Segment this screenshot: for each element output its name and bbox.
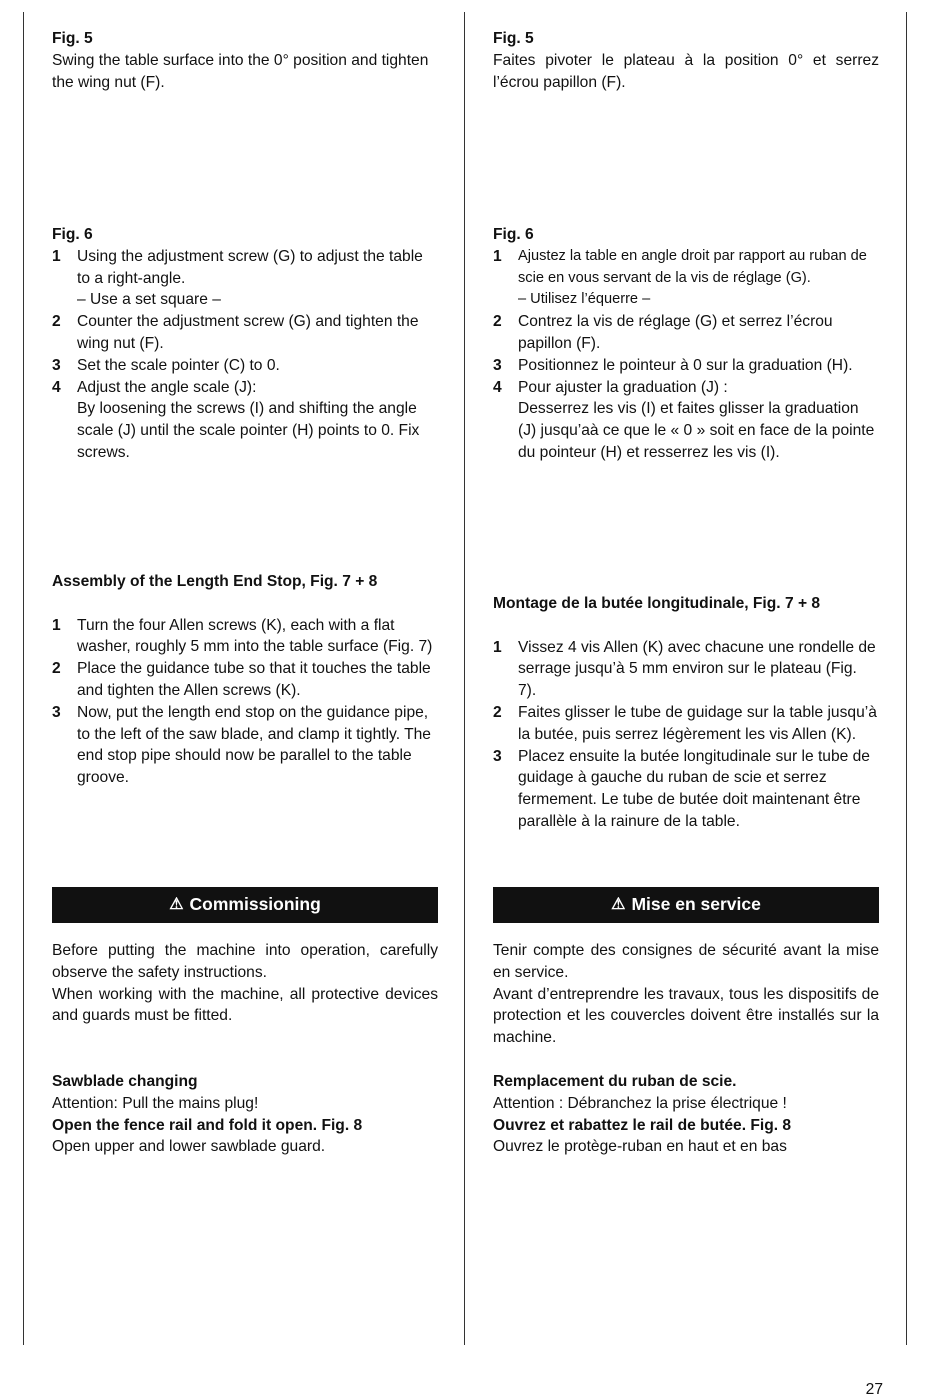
assembly-title: Montage de la butée longitudinale, Fig. 7 + 8 (493, 595, 821, 612)
commissioning-paragraph-1: Tenir compte des consignes de sécurité avant la mise en service. (493, 942, 879, 981)
fig6-step-1 (493, 246, 879, 311)
step-note: – Utilisez l’équerre – (518, 291, 651, 308)
assembly-step-1 (493, 637, 879, 702)
step-number: 2 (52, 660, 61, 678)
sawblade-open-fence: Open the fence rail and fold it open. Fig. 8 (52, 1116, 363, 1134)
sawblade-open-guard: Open upper and lower sawblade guard. (52, 1138, 326, 1156)
fig5-title: Fig. 5 (52, 30, 93, 47)
sawblade-attention: Attention : Débranchez la prise électrique ! (493, 1094, 787, 1112)
fig6-title: Fig. 6 (52, 226, 93, 243)
commissioning-banner (52, 887, 438, 923)
warning-icon: ⚠ (611, 896, 626, 914)
step-number: 1 (52, 616, 61, 634)
commissioning-paragraph-1: Before putting the machine into operation, carefully observe the safety instructions. (52, 942, 438, 981)
left-border-rule (23, 12, 24, 1345)
step-text: Now, put the length end stop on the guidance pipe, to the left of the saw blade, and clamp it tightly. The end stop pipe should now be parallel to the table groove. (77, 703, 431, 787)
right-border-rule (906, 12, 907, 1345)
fig6-step-2 (52, 311, 438, 355)
sawblade-open-fence: Ouvrez et rabattez le rail de butée. Fig. 8 (493, 1116, 792, 1134)
column-divider (464, 12, 465, 1345)
sawblade-section (52, 1071, 438, 1158)
commissioning-paragraph-2: When working with the machine, all protective devices and guards must be fitted. (52, 985, 438, 1025)
step-text: Faites glisser le tube de guidage sur la table jusqu’à la butée, puis serrez légèrement les vis Allen (K). (518, 703, 877, 743)
step-text: Pour ajuster la graduation (J) : (518, 378, 728, 396)
step-number: 2 (52, 313, 61, 331)
step-number: 1 (493, 638, 502, 656)
assembly-step-1 (52, 615, 438, 659)
step-number: 3 (52, 703, 61, 721)
assembly-title: Assembly of the Length End Stop, Fig. 7 + 8 (52, 573, 378, 590)
fig5-section (52, 28, 438, 93)
step-note: – Use a set square – (77, 291, 221, 309)
step-number: 1 (52, 247, 61, 265)
step-text: Set the scale pointer (C) to 0. (77, 356, 280, 374)
fig5-text: Faites pivoter le plateau à la position 0° et serrez l’écrou papillon (F). (493, 51, 879, 91)
commissioning-text (493, 940, 879, 1049)
step-text: Placez ensuite la butée longitudinale sur le tube de guidage à gauche du ruban de scie et serrez fermement. Le tube de butée doit maintenant être parallèle à la rainure de la table. (518, 747, 870, 830)
step-text: Adjust the angle scale (J): (77, 378, 257, 396)
fig5-text: Swing the table surface into the 0° position and tighten the wing nut (F). (52, 51, 429, 91)
assembly-step-2 (52, 658, 438, 702)
step-text: Place the guidance tube so that it touches the table and tighten the Allen screws (K). (77, 660, 431, 699)
step-text: Counter the adjustment screw (G) and tighten the wing nut (F). (77, 313, 419, 352)
step-text: Positionnez le pointeur à 0 sur la graduation (H). (518, 356, 853, 374)
step-number: 1 (493, 247, 502, 265)
fig6-step-4 (52, 377, 438, 464)
assembly-step-3 (493, 746, 879, 833)
step-number: 4 (493, 378, 502, 396)
sawblade-title: Remplacement du ruban de scie. (493, 1073, 737, 1090)
step-text: Using the adjustment screw (G) to adjust the table to a right-angle. (77, 247, 423, 287)
commissioning-text (52, 940, 438, 1027)
assembly-section (52, 571, 438, 789)
sawblade-section (493, 1071, 879, 1158)
step-detail: By loosening the screws (I) and shifting the angle scale (J) until the scale pointer (H) points to 0. Fix screws. (77, 400, 420, 461)
assembly-section (493, 593, 879, 833)
step-number: 3 (493, 356, 502, 374)
fig6-step-1 (52, 246, 438, 311)
step-number: 4 (52, 378, 61, 396)
sawblade-title: Sawblade changing (52, 1073, 198, 1090)
step-number: 3 (493, 747, 502, 765)
warning-icon: ⚠ (169, 896, 184, 914)
fig6-section (493, 224, 879, 464)
sawblade-attention: Attention: Pull the mains plug! (52, 1094, 259, 1112)
step-number: 3 (52, 356, 61, 374)
step-text: Turn the four Allen screws (K), each with a flat washer, roughly 5 mm into the table surface (Fig. 7) (77, 616, 433, 656)
fig5-section (493, 28, 879, 93)
commissioning-paragraph-2: Avant d’entreprendre les travaux, tous les dispositifs de protection et les couvercles doivent être installés sur la machine. (493, 985, 879, 1047)
fig6-title: Fig. 6 (493, 226, 534, 243)
step-detail: Desserrez les vis (I) et faites glisser la graduation (J) jusqu’aà ce que le « 0 » soit en face de la pointe du pointeur (H) et resserrez les vis (I). (518, 400, 875, 461)
fig6-step-4 (493, 377, 879, 464)
fig6-step-2 (493, 311, 879, 355)
sawblade-open-guard: Ouvrez le protège-ruban en haut et en bas (493, 1138, 787, 1156)
step-number: 2 (493, 703, 502, 721)
assembly-step-3 (52, 702, 438, 789)
assembly-step-2 (493, 702, 879, 746)
step-text: Contrez la vis de réglage (G) et serrez l’écrou papillon (F). (518, 313, 833, 352)
fig6-section (52, 224, 438, 464)
step-text: Ajustez la table en angle droit par rapport au ruban de scie en vous servant de la vis de réglage (G). (518, 247, 867, 286)
banner-title: Mise en service (631, 894, 761, 915)
fig6-step-3 (52, 355, 438, 377)
mise-en-service-banner (493, 887, 879, 923)
fig6-step-3 (493, 355, 879, 377)
page-number: 27 (865, 1381, 883, 1398)
fig5-title: Fig. 5 (493, 30, 534, 47)
banner-title: Commissioning (189, 894, 321, 915)
step-text: Vissez 4 vis Allen (K) avec chacune une rondelle de serrage jusqu’à 5 mm environ sur le plateau (Fig. 7). (518, 638, 876, 700)
step-number: 2 (493, 313, 502, 331)
